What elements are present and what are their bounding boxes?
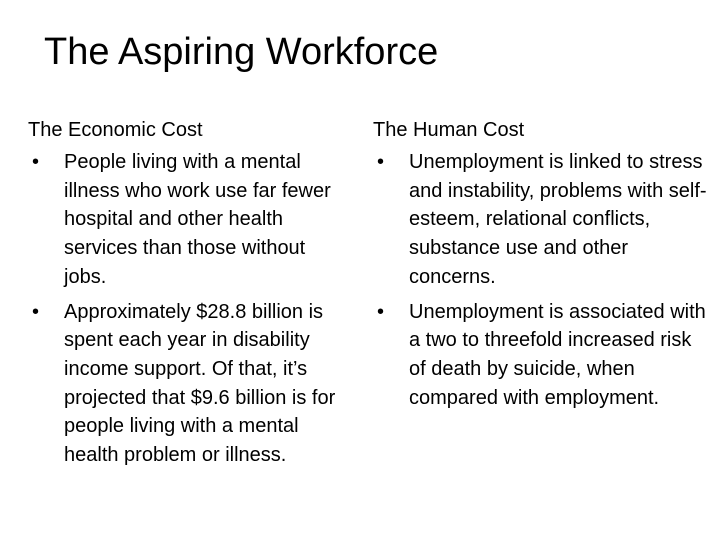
human-cost-heading: The Human Cost [373,119,525,141]
slide-title: The Aspiring Workforce [44,31,439,73]
bullet-text: People living with a mental illness who work use far fewer hospital and other health services than those without jobs. [64,151,331,288]
list-item [373,298,708,413]
bullet-text: Approximately $28.8 billion is spent each year in disability income support. Of that, it’s projected that $9.6 billion is for people living with a mental health problem or illness. [64,300,336,467]
bullet-icon: • [377,151,385,173]
economic-cost-list [28,148,348,470]
bullet-icon: • [32,300,40,323]
bullet-text: Unemployment is linked to stress and instability, problems with self-esteem, relational conflicts, substance use and other concerns. [409,151,707,288]
bullet-icon: • [32,151,40,173]
list-item [373,148,708,292]
list-item [28,148,348,292]
bullet-icon: • [377,300,385,323]
human-cost-list [373,148,708,412]
economic-cost-column [28,115,348,476]
list-item [28,298,348,470]
economic-cost-heading: The Economic Cost [28,119,203,141]
human-cost-column [373,115,708,418]
bullet-text: Unemployment is associated with a two to threefold increased risk of death by suicide, when compared with employment. [409,300,706,409]
